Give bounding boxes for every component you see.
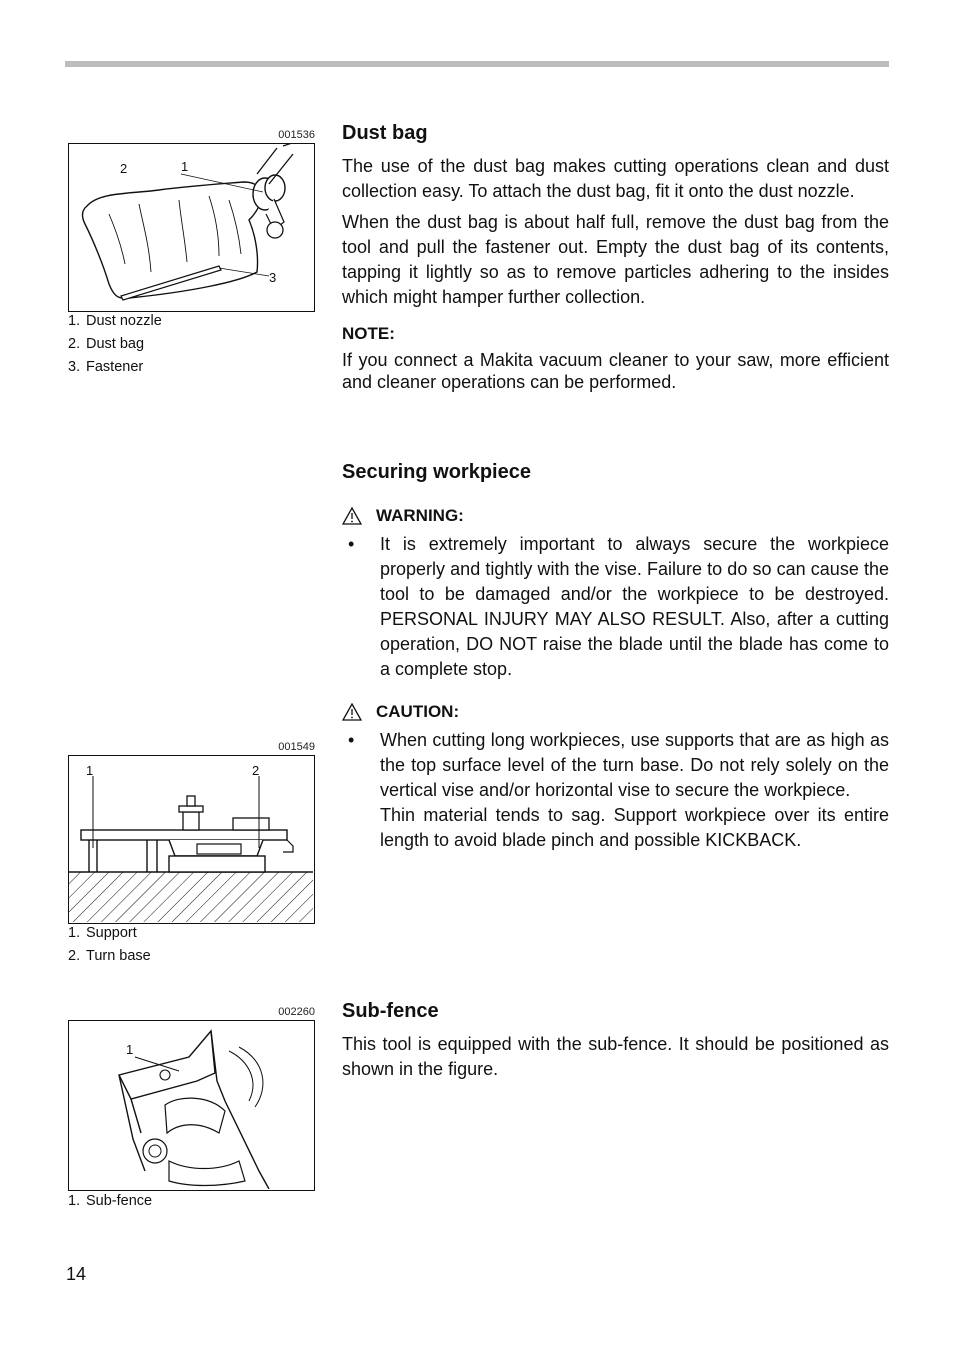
warning-text: It is extremely important to always secure the workpiece properly and tightly with the vise. Failure to do so can cause the tool to be damaged and/or the workpiece to be destroyed. PERSONAL INJURY MAY ALSO RESULT. Also, after a cutting operation, DO NOT raise the blade until the blade has come to a complete stop.	[380, 534, 889, 679]
figure-label: 2	[120, 161, 128, 176]
support-illustration	[68, 755, 315, 924]
figure-label: 1	[126, 1042, 134, 1057]
dust-bag-illustration	[68, 143, 315, 312]
sub-fence-section	[342, 1000, 889, 1082]
section-heading: Dust bag	[342, 122, 428, 144]
note-text: If you connect a Makita vacuum cleaner to your saw, more efficient and cleaner operations can be performed.	[342, 350, 889, 392]
warning-triangle-icon	[342, 703, 362, 721]
warning-label: WARNING:	[376, 506, 464, 525]
warning-triangle-icon	[342, 507, 362, 525]
figure-caption-list	[68, 310, 162, 379]
caption-item: 1. Dust nozzle	[68, 313, 162, 329]
bullet-dot: •	[348, 534, 355, 554]
page-number: 14	[66, 1264, 87, 1284]
bullet-dot: •	[348, 730, 355, 750]
caution-text: Thin material tends to sag. Support workpiece over its entire length to avoid blade pinch and possible KICKBACK.	[380, 805, 889, 850]
figure-code: 002260	[278, 1006, 315, 1018]
paragraph: The use of the dust bag makes cutting operations clean and dust collection easy. To attach the dust bag, fit it onto the dust nozzle.	[342, 156, 889, 201]
caption-item: 2. Turn base	[68, 948, 151, 964]
caption-item: 1. Support	[68, 925, 137, 941]
dust-bag-section	[342, 122, 889, 393]
securing-workpiece-section	[342, 461, 889, 853]
warning-header	[342, 506, 889, 526]
caution-header	[342, 702, 889, 722]
header-rule	[65, 61, 889, 67]
caption-item: 1. Sub-fence	[68, 1193, 153, 1209]
note-label: NOTE:	[342, 324, 395, 343]
paragraph: When the dust bag is about half full, remove the dust bag from the tool and pull the fastener out. Empty the dust bag of its contents, tapping it lightly so as to remove particles adhering to the insides which might hamper further collection.	[342, 212, 889, 307]
caution-text: When cutting long workpieces, use supports that are as high as the top surface level of the turn base. Do not rely solely on the vertical vise and/or horizontal vise to secure the workpiece.	[380, 730, 889, 800]
figure-code: 001536	[278, 129, 315, 141]
figure-code: 001549	[278, 741, 315, 753]
caution-label: CAUTION:	[376, 702, 460, 721]
figure-label: 3	[269, 270, 277, 285]
figure-label: 2	[252, 763, 260, 778]
sub-fence-illustration	[68, 1020, 315, 1191]
figure-label: 1	[181, 159, 189, 174]
warning-bullet	[342, 532, 889, 682]
section-heading: Sub-fence	[342, 1000, 439, 1022]
section-heading: Securing workpiece	[342, 461, 531, 483]
caption-item: 3. Fastener	[68, 359, 144, 375]
paragraph: This tool is equipped with the sub-fence. It should be positioned as shown in the figure.	[342, 1034, 889, 1079]
figure-label: 1	[86, 763, 94, 778]
caption-item: 2. Dust bag	[68, 336, 145, 352]
caution-bullet	[342, 728, 889, 853]
figure-caption-list	[68, 922, 151, 968]
figure-caption-list	[68, 1190, 152, 1213]
